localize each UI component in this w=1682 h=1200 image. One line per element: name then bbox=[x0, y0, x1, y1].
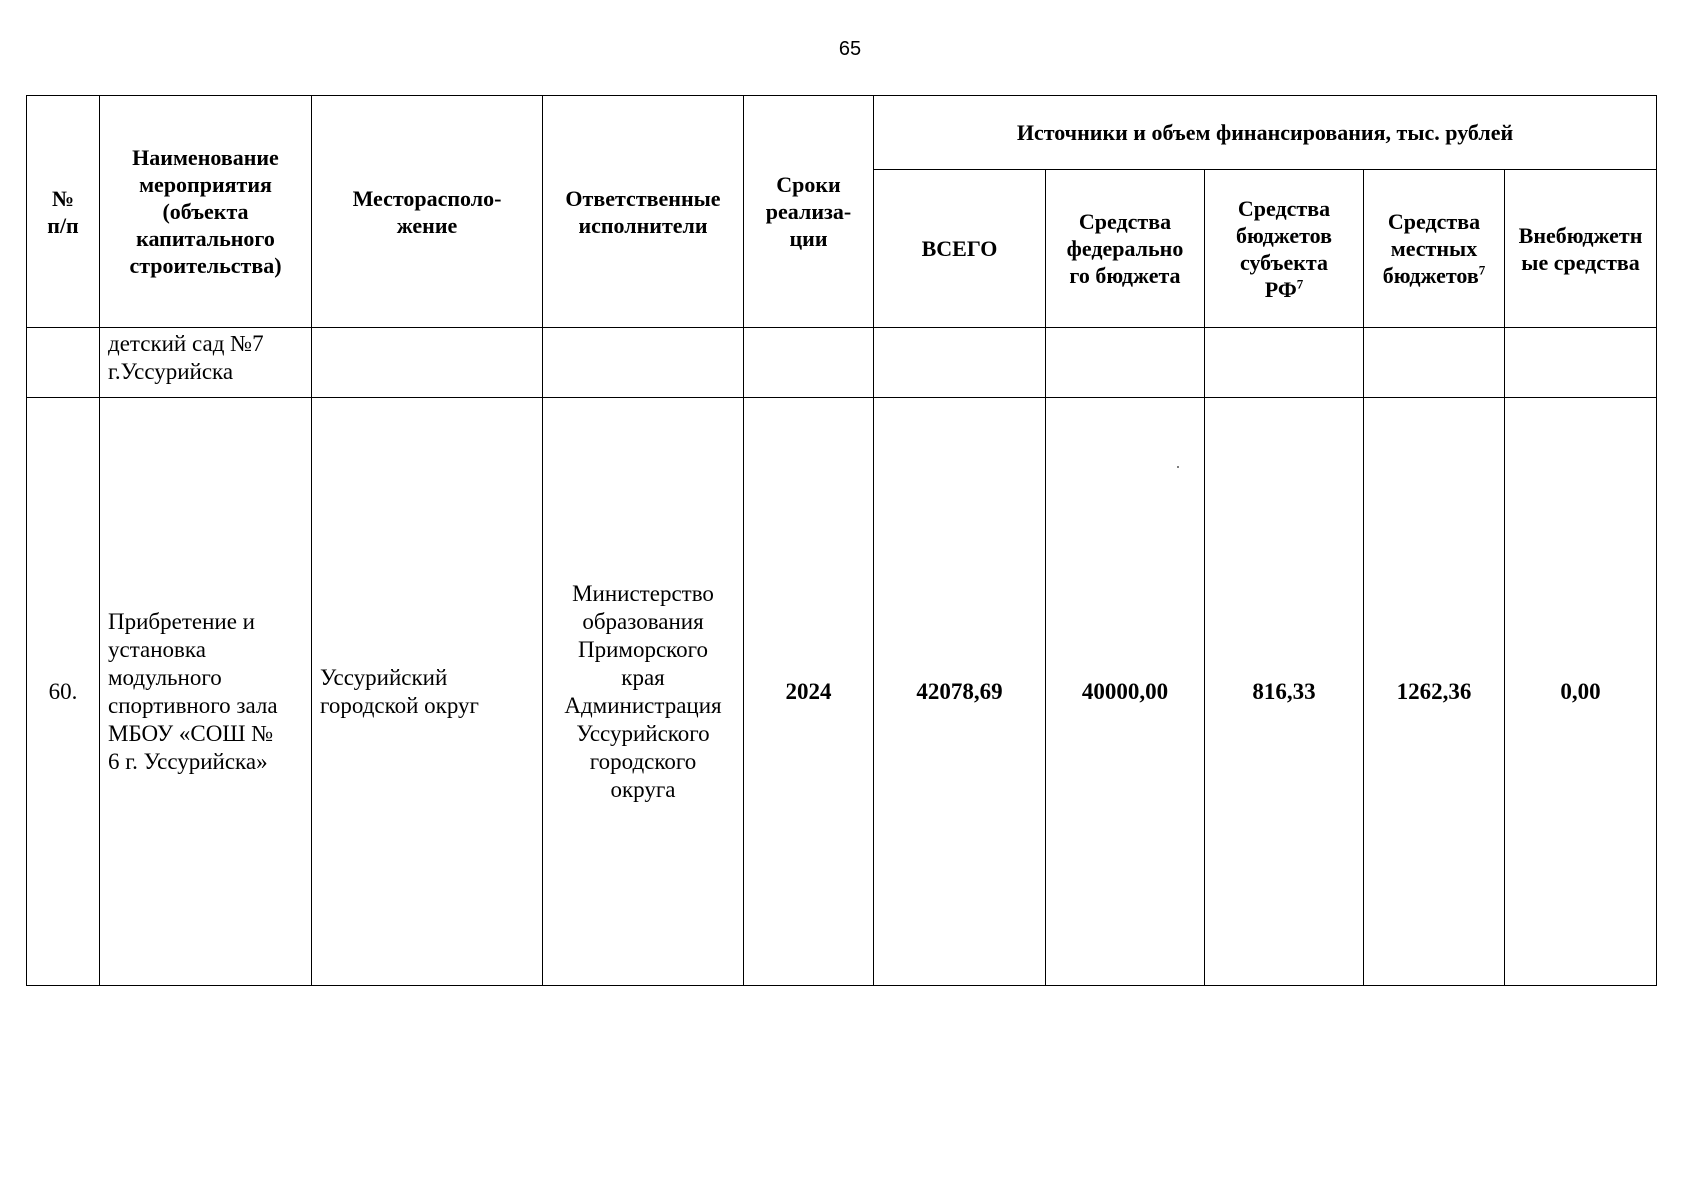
row-extra: 0,00 bbox=[1505, 398, 1657, 986]
cont-name-cell: детский сад №7 г.Уссурийска bbox=[100, 328, 312, 398]
header-total: ВСЕГО bbox=[874, 170, 1046, 328]
header-location: Месторасполо- жение bbox=[312, 96, 543, 328]
cont-extra-cell bbox=[1505, 328, 1657, 398]
table-row bbox=[27, 398, 1657, 986]
row-terms: 2024 bbox=[744, 398, 874, 986]
cont-local-cell bbox=[1364, 328, 1505, 398]
row-subject: 816,33 bbox=[1205, 398, 1364, 986]
header-extra: Внебюджетн ые средства bbox=[1505, 170, 1657, 328]
row-federal: 40000,00 bbox=[1046, 398, 1205, 986]
header-federal: Средства федерально го бюджета bbox=[1046, 170, 1205, 328]
header-responsible: Ответственные исполнители bbox=[543, 96, 744, 328]
cont-subject-cell bbox=[1205, 328, 1364, 398]
financing-table bbox=[26, 95, 1657, 986]
continuation-row bbox=[27, 328, 1657, 398]
header-local-footnote: 7 bbox=[1478, 262, 1486, 278]
cont-location-cell bbox=[312, 328, 543, 398]
cont-federal-cell bbox=[1046, 328, 1205, 398]
row-location: Уссурийский городской округ bbox=[312, 398, 543, 986]
header-local: Средства местных бюджетов$^7$ bbox=[1364, 170, 1505, 328]
row-responsible: Министерство образования Приморского края Администрация Уссурийского городского округа bbox=[543, 398, 744, 986]
header-terms: Сроки реализа- ции bbox=[744, 96, 874, 328]
header-subject: Средства бюджетов субъекта $РФ^7$ bbox=[1205, 170, 1364, 328]
cont-num-cell bbox=[27, 328, 100, 398]
header-row-1 bbox=[27, 96, 1657, 170]
header-financing-group: Источники и объем финансирования, тыс. рублей bbox=[874, 96, 1657, 170]
row-local: 1262,36 bbox=[1364, 398, 1505, 986]
cont-terms-cell bbox=[744, 328, 874, 398]
cont-responsible-cell bbox=[543, 328, 744, 398]
row-name: Прибретение и установка модульного спортивного зала МБОУ «СОШ № 6 г. Уссурийска» bbox=[100, 398, 312, 986]
row-num: 60. bbox=[27, 398, 100, 986]
cont-total-cell bbox=[874, 328, 1046, 398]
header-num: № п/п bbox=[27, 96, 100, 328]
page-number: 65 bbox=[838, 38, 862, 60]
header-subject-footnote: 7 bbox=[1296, 276, 1304, 292]
header-name: Наименование мероприятия (объекта капитального строительства) bbox=[100, 96, 312, 328]
scan-speck bbox=[1177, 466, 1179, 468]
row-total: 42078,69 bbox=[874, 398, 1046, 986]
